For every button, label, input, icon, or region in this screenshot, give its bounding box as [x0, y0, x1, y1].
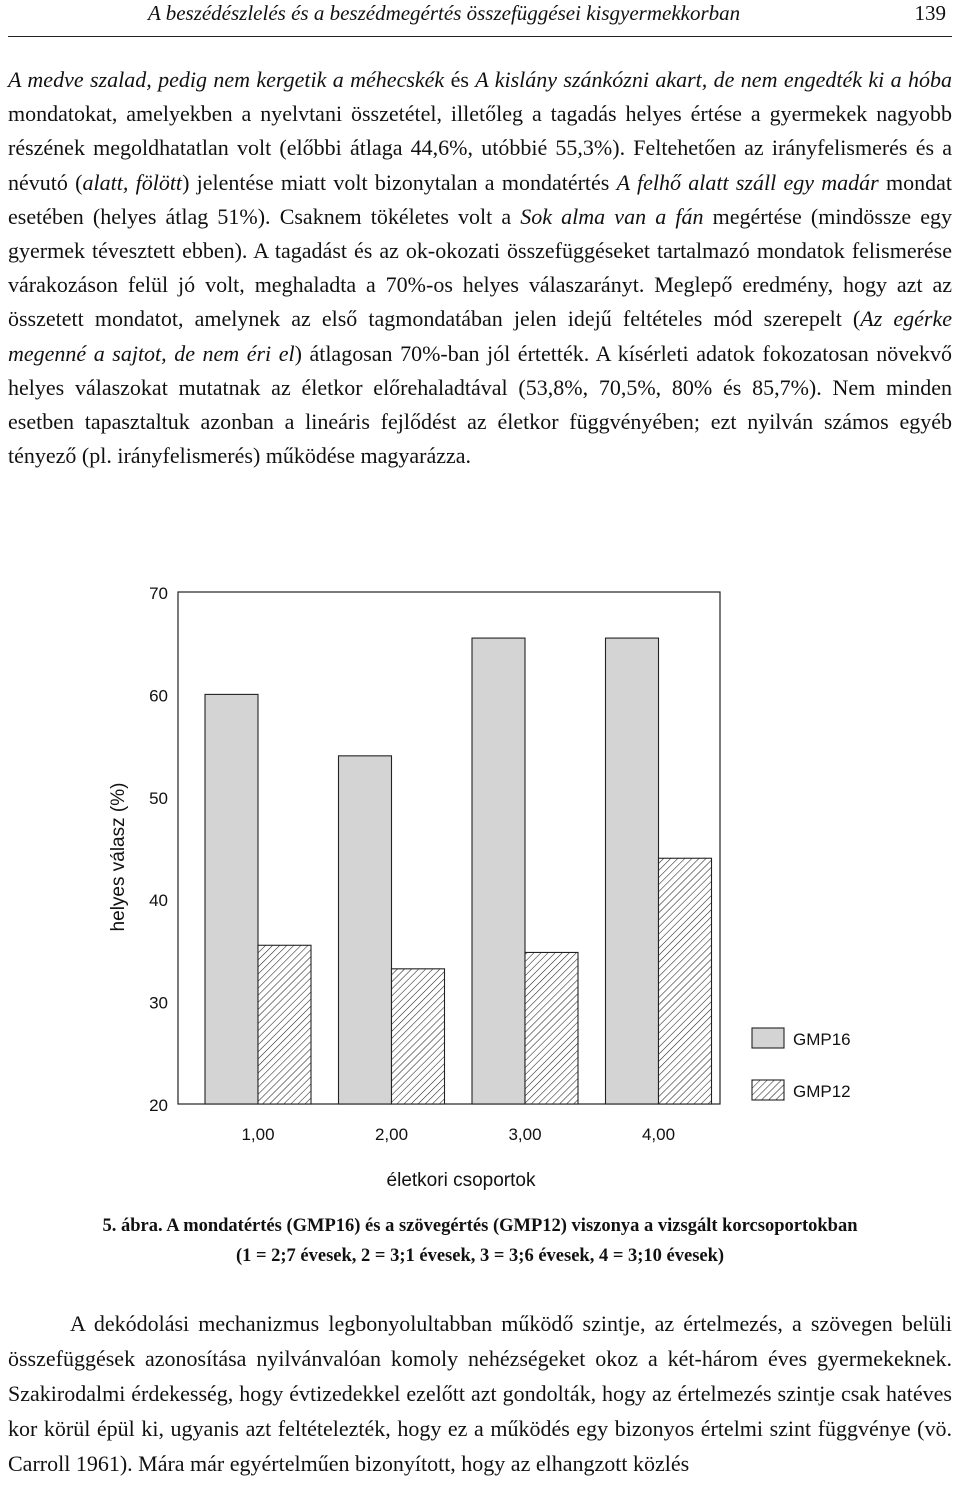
- italic-example-sentence: Az egérke megenné a sajtot, de nem éri el: [8, 306, 952, 366]
- x-tick-label: 1,00: [241, 1125, 275, 1144]
- body-paragraph-1: [8, 63, 952, 473]
- legend-swatch-gmp16: [752, 1028, 784, 1048]
- running-title: A beszédészlelés és a beszédmegértés összefüggései kisgyermekkorban: [148, 1, 741, 25]
- bar-gmp12-group-2: [392, 969, 445, 1104]
- bar-gmp16-group-3: [472, 638, 525, 1104]
- bar-gmp12-group-3: [525, 952, 578, 1104]
- italic-example-sentence: A kislány szánkózni akart, de nem engedték ki a hóba: [475, 67, 953, 92]
- page-number: 139: [914, 1, 946, 25]
- italic-example-sentence: A felhő alatt száll egy madár: [616, 169, 879, 195]
- legend-label-gmp16: GMP16: [793, 1030, 851, 1049]
- x-axis-label: életkori csoportok: [386, 1170, 536, 1191]
- bar-gmp12-group-1: [258, 945, 311, 1104]
- italic-example-sentence: alatt, fölött: [82, 169, 183, 195]
- page-header: [8, 0, 952, 37]
- bar-chart: [0, 560, 960, 1200]
- y-tick-label: 70: [149, 584, 168, 603]
- x-tick-label: 4,00: [641, 1125, 676, 1144]
- bar-gmp16-group-1: [205, 694, 258, 1104]
- body-paragraph-2: [8, 1306, 952, 1481]
- body-paragraph-2-text: A dekódolási mechanizmus legbonyolultabban működő szintje, az értelmezés, a szövegen belüli összefüggések azonosítása nyilvánvalóan komoly nehézségeket okoz a két-három éves gyermekeknek. Szakirodalmi érdekesség, hogy évtizedekkel ezelőtt azt gondolták, hogy az értelmezés szintje csak hatéves kor körül épül ki, ugyanis azt feltételezték, hogy ez a működés egy bizonyos értelmi szint függvénye (vö. Carroll 1961). Mára már egyértelműen bizonyított, hogy az elhangzott közlés: [8, 1311, 952, 1476]
- paragraph-text-run: megértése (mindössze egy gyermek tévesztett ebben). A tagadást és az ok-okozati összefüggéseket tartalmazó mondatok felismerése várakozáson felül jó volt, meghaladta a 70%-os helyes válaszarányt. Meglepő eredmény, hogy azt az összetett mondatot, amelynek az első tagmondatában jelen idejű feltételes mód szerepelt (: [8, 203, 952, 332]
- bar-gmp16-group-2: [339, 756, 392, 1104]
- italic-example-sentence: A medve szalad, pedig nem kergetik a méhecskék: [8, 67, 445, 92]
- paragraph-text-run: ) jelentése miatt volt bizonytalan a mondatértés: [182, 169, 617, 195]
- bar-gmp16-group-4: [606, 638, 659, 1104]
- bar-gmp12-group-4: [659, 858, 712, 1104]
- italic-example-sentence: Sok alma van a fán: [520, 203, 704, 229]
- x-tick-label: 2,00: [374, 1125, 409, 1144]
- paragraph-text-run: ) átlagosan 70%-ban jól értették. A kísérleti adatok fokozatosan növekvő helyes válaszokat mutatnak az életkor előrehaladtával (53,8%, 70,5%, 80% és 85,7%). Nem minden esetben tapasztaltuk azonban a lineáris fejlődést az életkor függvényében; ezt nyilván számos egyéb tényező (pl. irányfelismerés) működése magyarázza.: [8, 340, 953, 469]
- paragraph-text-run: és: [444, 67, 476, 92]
- paragraph-text-run: mondatokat, amelyekben a nyelvtani összetétel, illetőleg a tagadás helyes értése a gyermekek nagyobb részének megoldhatatlan volt (előbbi átlaga 44,6%, utóbbié 55,3%). Feltehetően az irányfelismerés és a névutó (: [8, 101, 952, 195]
- paragraph-text-run: mondat esetében (helyes átlag 51%). Csaknem tökéletes volt a: [8, 169, 953, 229]
- y-tick-label: 40: [149, 891, 168, 911]
- y-tick-label: 30: [149, 993, 168, 1013]
- y-tick-label: 50: [149, 788, 168, 808]
- legend-swatch-gmp12: [752, 1080, 784, 1100]
- legend-label-gmp12: GMP12: [793, 1082, 851, 1101]
- y-tick-label: 60: [149, 686, 168, 706]
- x-tick-label: 3,00: [508, 1125, 542, 1144]
- y-axis-label: helyes válasz (%): [108, 782, 129, 932]
- caption-line-1: 5. ábra. A mondatértés (GMP16) és a szövegértés (GMP12) viszonya a vizsgált korcsoportokban: [102, 1216, 858, 1236]
- figure-caption: [8, 1211, 952, 1271]
- y-tick-label: 20: [149, 1096, 168, 1115]
- caption-line-2: (1 = 2;7 évesek, 2 = 3;1 évesek, 3 = 3;6 évesek, 4 = 3;10 évesek): [235, 1246, 725, 1266]
